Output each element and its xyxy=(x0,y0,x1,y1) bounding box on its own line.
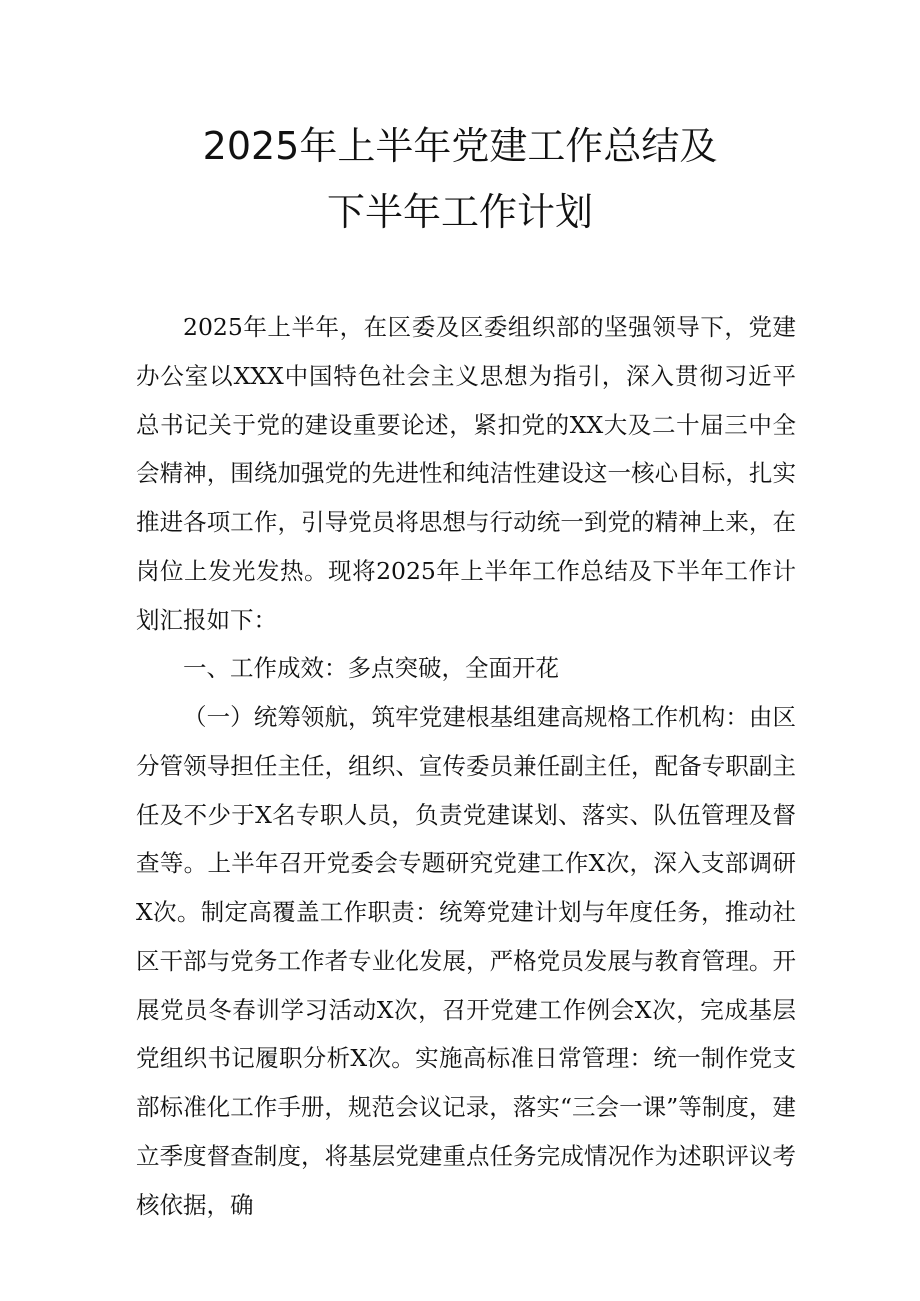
section-heading: 一、工作成效：多点突破，全面开花 xyxy=(183,654,559,683)
document-body xyxy=(136,303,796,1229)
subsection-paragraph: （一）统筹领航，筑牢党建根基组建高规格工作机构：由区分管领导担任主任，组织、宣传委员兼任副主任，配备专职副主任及不少于X名专职人员，负责党建谋划、落实、队伍管理及督查等。上半年召开党委会专题研究党建工作X次，深入支部调研X次。制定高覆盖工作职责：统筹党建计划与年度任务，推动社区干部与党务工作者专业化发展，严格党员发展与教育管理。开展党员冬春训学习活动X次，召开党建工作例会X次，完成基层党组织书记履职分析X次。实施高标准日常管理：统一制作党支部标准化工作手册，规范会议记录，落实“三会一课”等制度，建立季度督查制度，将基层党建重点任务完成情况作为述职评议考核依据，确 xyxy=(136,703,796,1219)
document-title-line-1: 2025年上半年党建工作总结及 xyxy=(202,124,718,168)
document-title-line-2: 下半年工作计划 xyxy=(326,190,593,234)
intro-paragraph: 2025年上半年，在区委及区委组织部的坚强领导下，党建办公室以XXX中国特色社会主义思想为指引，深入贯彻习近平总书记关于党的建设重要论述，紧扣党的XX大及二十届三中全会精神，围绕加强党的先进性和纯洁性建设这一核心目标，扎实推进各项工作，引导党员将思想与行动统一到党的精神上来，在岗位上发光发热。现将2025年上半年工作总结及下半年工作计划汇报如下： xyxy=(136,313,796,634)
